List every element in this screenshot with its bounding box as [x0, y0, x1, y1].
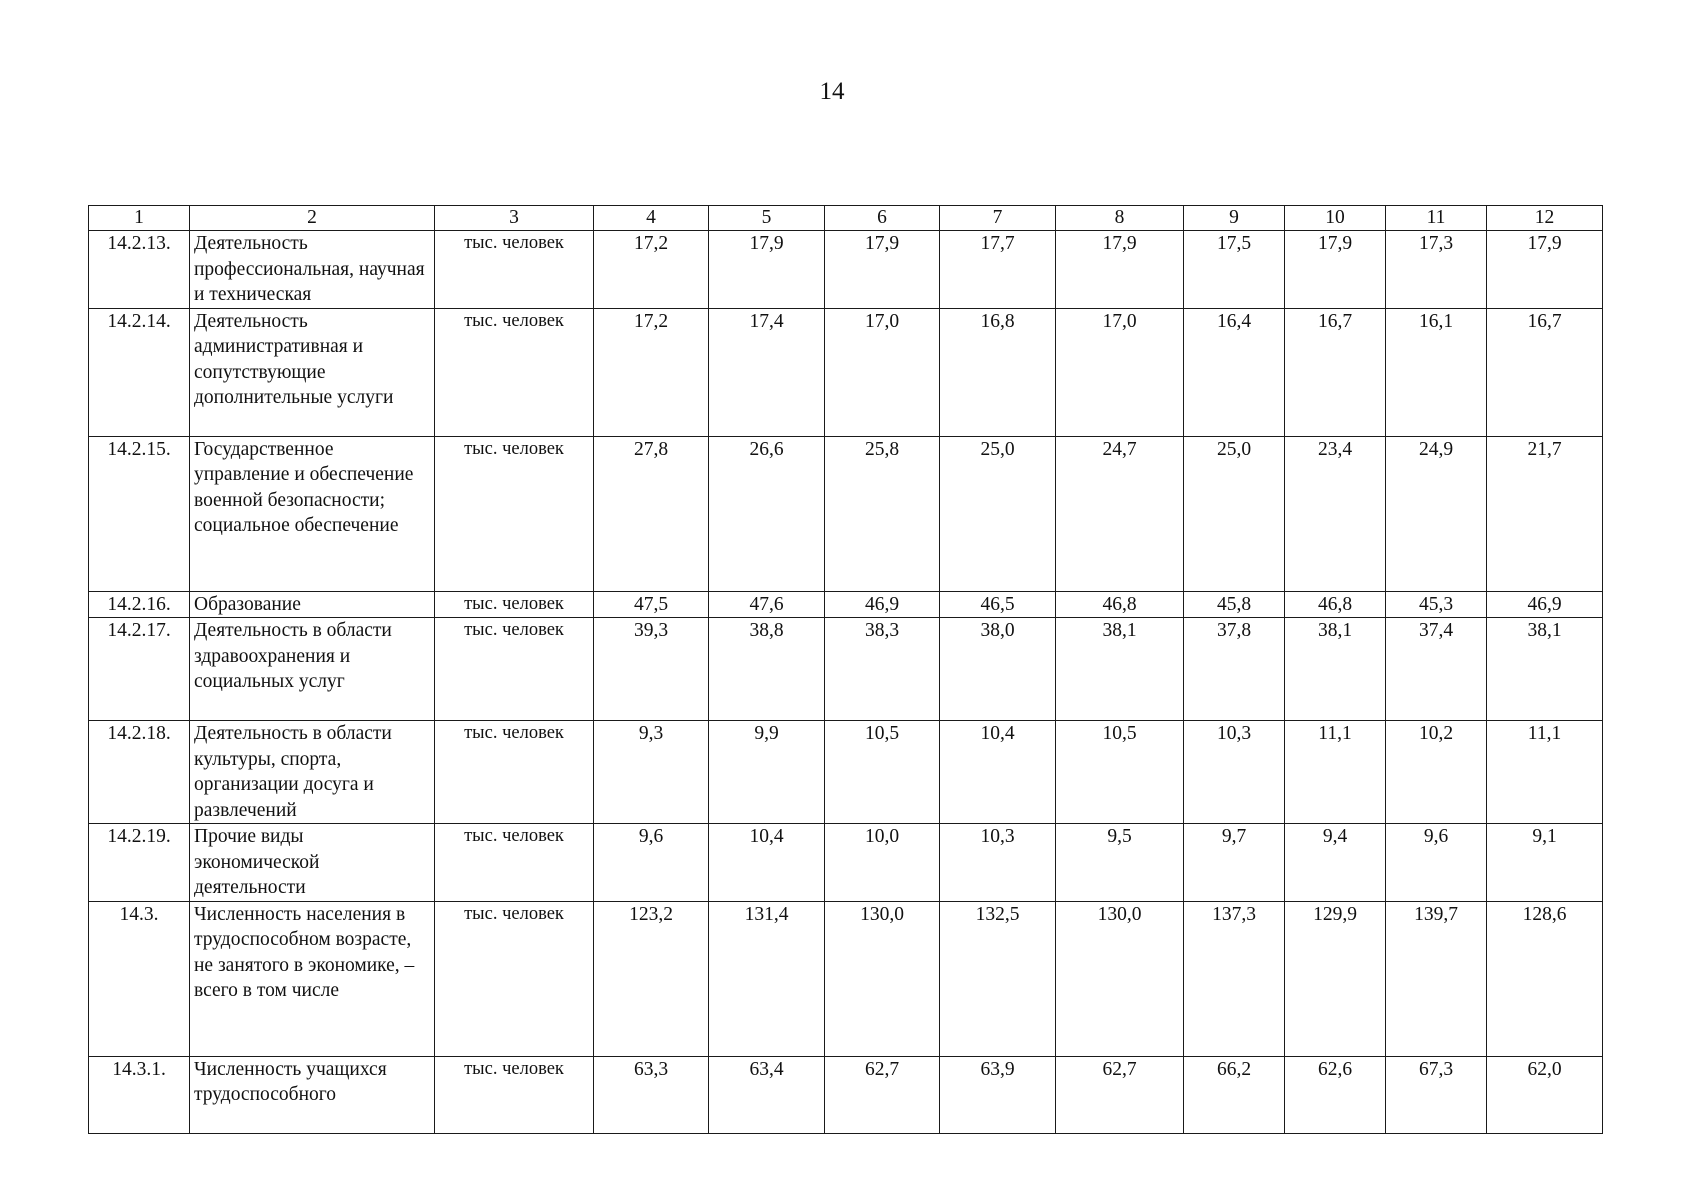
row-value: 17,9 [1285, 231, 1386, 309]
row-unit: тыс. человек [435, 308, 594, 436]
column-header: 10 [1285, 206, 1386, 231]
row-value: 129,9 [1285, 901, 1386, 1056]
row-code: 14.2.13. [89, 231, 190, 309]
row-value: 46,9 [1487, 591, 1603, 618]
column-header: 7 [940, 206, 1056, 231]
row-value: 67,3 [1386, 1056, 1487, 1133]
table-row [89, 901, 1603, 1056]
row-value: 10,4 [709, 824, 825, 902]
row-value: 11,1 [1487, 721, 1603, 824]
row-code: 14.2.15. [89, 436, 190, 591]
row-value: 47,5 [594, 591, 709, 618]
column-header: 1 [89, 206, 190, 231]
page-number: 14 [819, 78, 845, 105]
row-value: 9,5 [1056, 824, 1184, 902]
row-value: 17,3 [1386, 231, 1487, 309]
column-header: 2 [190, 206, 435, 231]
row-value: 25,8 [825, 436, 940, 591]
row-value: 39,3 [594, 618, 709, 721]
row-unit: тыс. человек [435, 901, 594, 1056]
row-value: 38,1 [1285, 618, 1386, 721]
table-row [89, 1056, 1603, 1133]
row-unit: тыс. человек [435, 436, 594, 591]
column-header: 9 [1184, 206, 1285, 231]
row-unit: тыс. человек [435, 618, 594, 721]
row-value: 62,7 [825, 1056, 940, 1133]
row-code: 14.2.19. [89, 824, 190, 902]
row-value: 47,6 [709, 591, 825, 618]
row-value: 24,9 [1386, 436, 1487, 591]
row-value: 26,6 [709, 436, 825, 591]
row-value: 23,4 [1285, 436, 1386, 591]
row-value: 38,1 [1056, 618, 1184, 721]
row-value: 16,7 [1285, 308, 1386, 436]
row-value: 17,4 [709, 308, 825, 436]
row-value: 9,7 [1184, 824, 1285, 902]
row-value: 17,0 [825, 308, 940, 436]
row-value: 17,0 [1056, 308, 1184, 436]
column-header: 4 [594, 206, 709, 231]
column-header: 5 [709, 206, 825, 231]
row-indicator-name: Образование [190, 591, 435, 618]
row-unit: тыс. человек [435, 591, 594, 618]
column-header: 3 [435, 206, 594, 231]
column-header: 8 [1056, 206, 1184, 231]
row-value: 128,6 [1487, 901, 1603, 1056]
row-value: 9,4 [1285, 824, 1386, 902]
row-value: 132,5 [940, 901, 1056, 1056]
row-value: 17,5 [1184, 231, 1285, 309]
row-code: 14.3.1. [89, 1056, 190, 1133]
row-code: 14.2.16. [89, 591, 190, 618]
row-code: 14.2.18. [89, 721, 190, 824]
table-row [89, 436, 1603, 591]
row-value: 130,0 [1056, 901, 1184, 1056]
row-value: 9,3 [594, 721, 709, 824]
row-value: 10,3 [940, 824, 1056, 902]
row-value: 45,8 [1184, 591, 1285, 618]
row-value: 131,4 [709, 901, 825, 1056]
row-indicator-name: Численность учащихся трудоспособного [190, 1056, 435, 1133]
row-value: 38,3 [825, 618, 940, 721]
row-value: 38,8 [709, 618, 825, 721]
table-row [89, 231, 1603, 309]
row-value: 46,5 [940, 591, 1056, 618]
row-value: 27,8 [594, 436, 709, 591]
row-unit: тыс. человек [435, 231, 594, 309]
row-unit: тыс. человек [435, 1056, 594, 1133]
row-value: 17,9 [1056, 231, 1184, 309]
row-value: 63,4 [709, 1056, 825, 1133]
row-value: 45,3 [1386, 591, 1487, 618]
column-header: 11 [1386, 206, 1487, 231]
column-header: 6 [825, 206, 940, 231]
row-value: 10,2 [1386, 721, 1487, 824]
row-value: 16,4 [1184, 308, 1285, 436]
row-value: 24,7 [1056, 436, 1184, 591]
column-header: 12 [1487, 206, 1603, 231]
row-value: 17,9 [825, 231, 940, 309]
row-code: 14.2.17. [89, 618, 190, 721]
row-value: 9,6 [1386, 824, 1487, 902]
row-value: 9,1 [1487, 824, 1603, 902]
row-value: 10,5 [825, 721, 940, 824]
row-value: 16,8 [940, 308, 1056, 436]
row-indicator-name: Деятельность в области культуры, спорта, организации досуга и развлечений [190, 721, 435, 824]
row-value: 38,1 [1487, 618, 1603, 721]
row-value: 10,5 [1056, 721, 1184, 824]
row-value: 46,8 [1285, 591, 1386, 618]
row-value: 63,3 [594, 1056, 709, 1133]
row-value: 46,9 [825, 591, 940, 618]
row-value: 11,1 [1285, 721, 1386, 824]
row-value: 10,3 [1184, 721, 1285, 824]
table-row [89, 308, 1603, 436]
table-row [89, 824, 1603, 902]
statistics-table [88, 205, 1603, 1134]
row-value: 16,1 [1386, 308, 1487, 436]
row-value: 62,6 [1285, 1056, 1386, 1133]
row-value: 123,2 [594, 901, 709, 1056]
row-value: 62,0 [1487, 1056, 1603, 1133]
row-value: 17,9 [709, 231, 825, 309]
row-value: 10,0 [825, 824, 940, 902]
row-value: 130,0 [825, 901, 940, 1056]
row-value: 66,2 [1184, 1056, 1285, 1133]
row-value: 25,0 [1184, 436, 1285, 591]
row-value: 63,9 [940, 1056, 1056, 1133]
row-indicator-name: Прочие виды экономической деятельности [190, 824, 435, 902]
row-value: 46,8 [1056, 591, 1184, 618]
row-value: 37,4 [1386, 618, 1487, 721]
row-code: 14.2.14. [89, 308, 190, 436]
header-row [89, 206, 1603, 231]
row-value: 25,0 [940, 436, 1056, 591]
table-row [89, 591, 1603, 618]
table-row [89, 618, 1603, 721]
row-value: 9,9 [709, 721, 825, 824]
row-value: 37,8 [1184, 618, 1285, 721]
row-indicator-name: Деятельность профессиональная, научная и техническая [190, 231, 435, 309]
row-code: 14.3. [89, 901, 190, 1056]
row-value: 9,6 [594, 824, 709, 902]
table-row [89, 721, 1603, 824]
row-indicator-name: Численность населения в трудоспособном возрасте, не занятого в экономике, – всего в том числе [190, 901, 435, 1056]
row-value: 17,9 [1487, 231, 1603, 309]
row-value: 38,0 [940, 618, 1056, 721]
row-indicator-name: Государственное управление и обеспечение военной безопасности; социальное обеспечение [190, 436, 435, 591]
row-value: 21,7 [1487, 436, 1603, 591]
row-value: 137,3 [1184, 901, 1285, 1056]
row-value: 17,2 [594, 231, 709, 309]
row-unit: тыс. человек [435, 721, 594, 824]
row-value: 16,7 [1487, 308, 1603, 436]
row-value: 62,7 [1056, 1056, 1184, 1133]
row-value: 17,2 [594, 308, 709, 436]
row-unit: тыс. человек [435, 824, 594, 902]
row-value: 10,4 [940, 721, 1056, 824]
row-value: 139,7 [1386, 901, 1487, 1056]
row-indicator-name: Деятельность административная и сопутствующие дополнительные услуги [190, 308, 435, 436]
row-indicator-name: Деятельность в области здравоохранения и социальных услуг [190, 618, 435, 721]
row-value: 17,7 [940, 231, 1056, 309]
